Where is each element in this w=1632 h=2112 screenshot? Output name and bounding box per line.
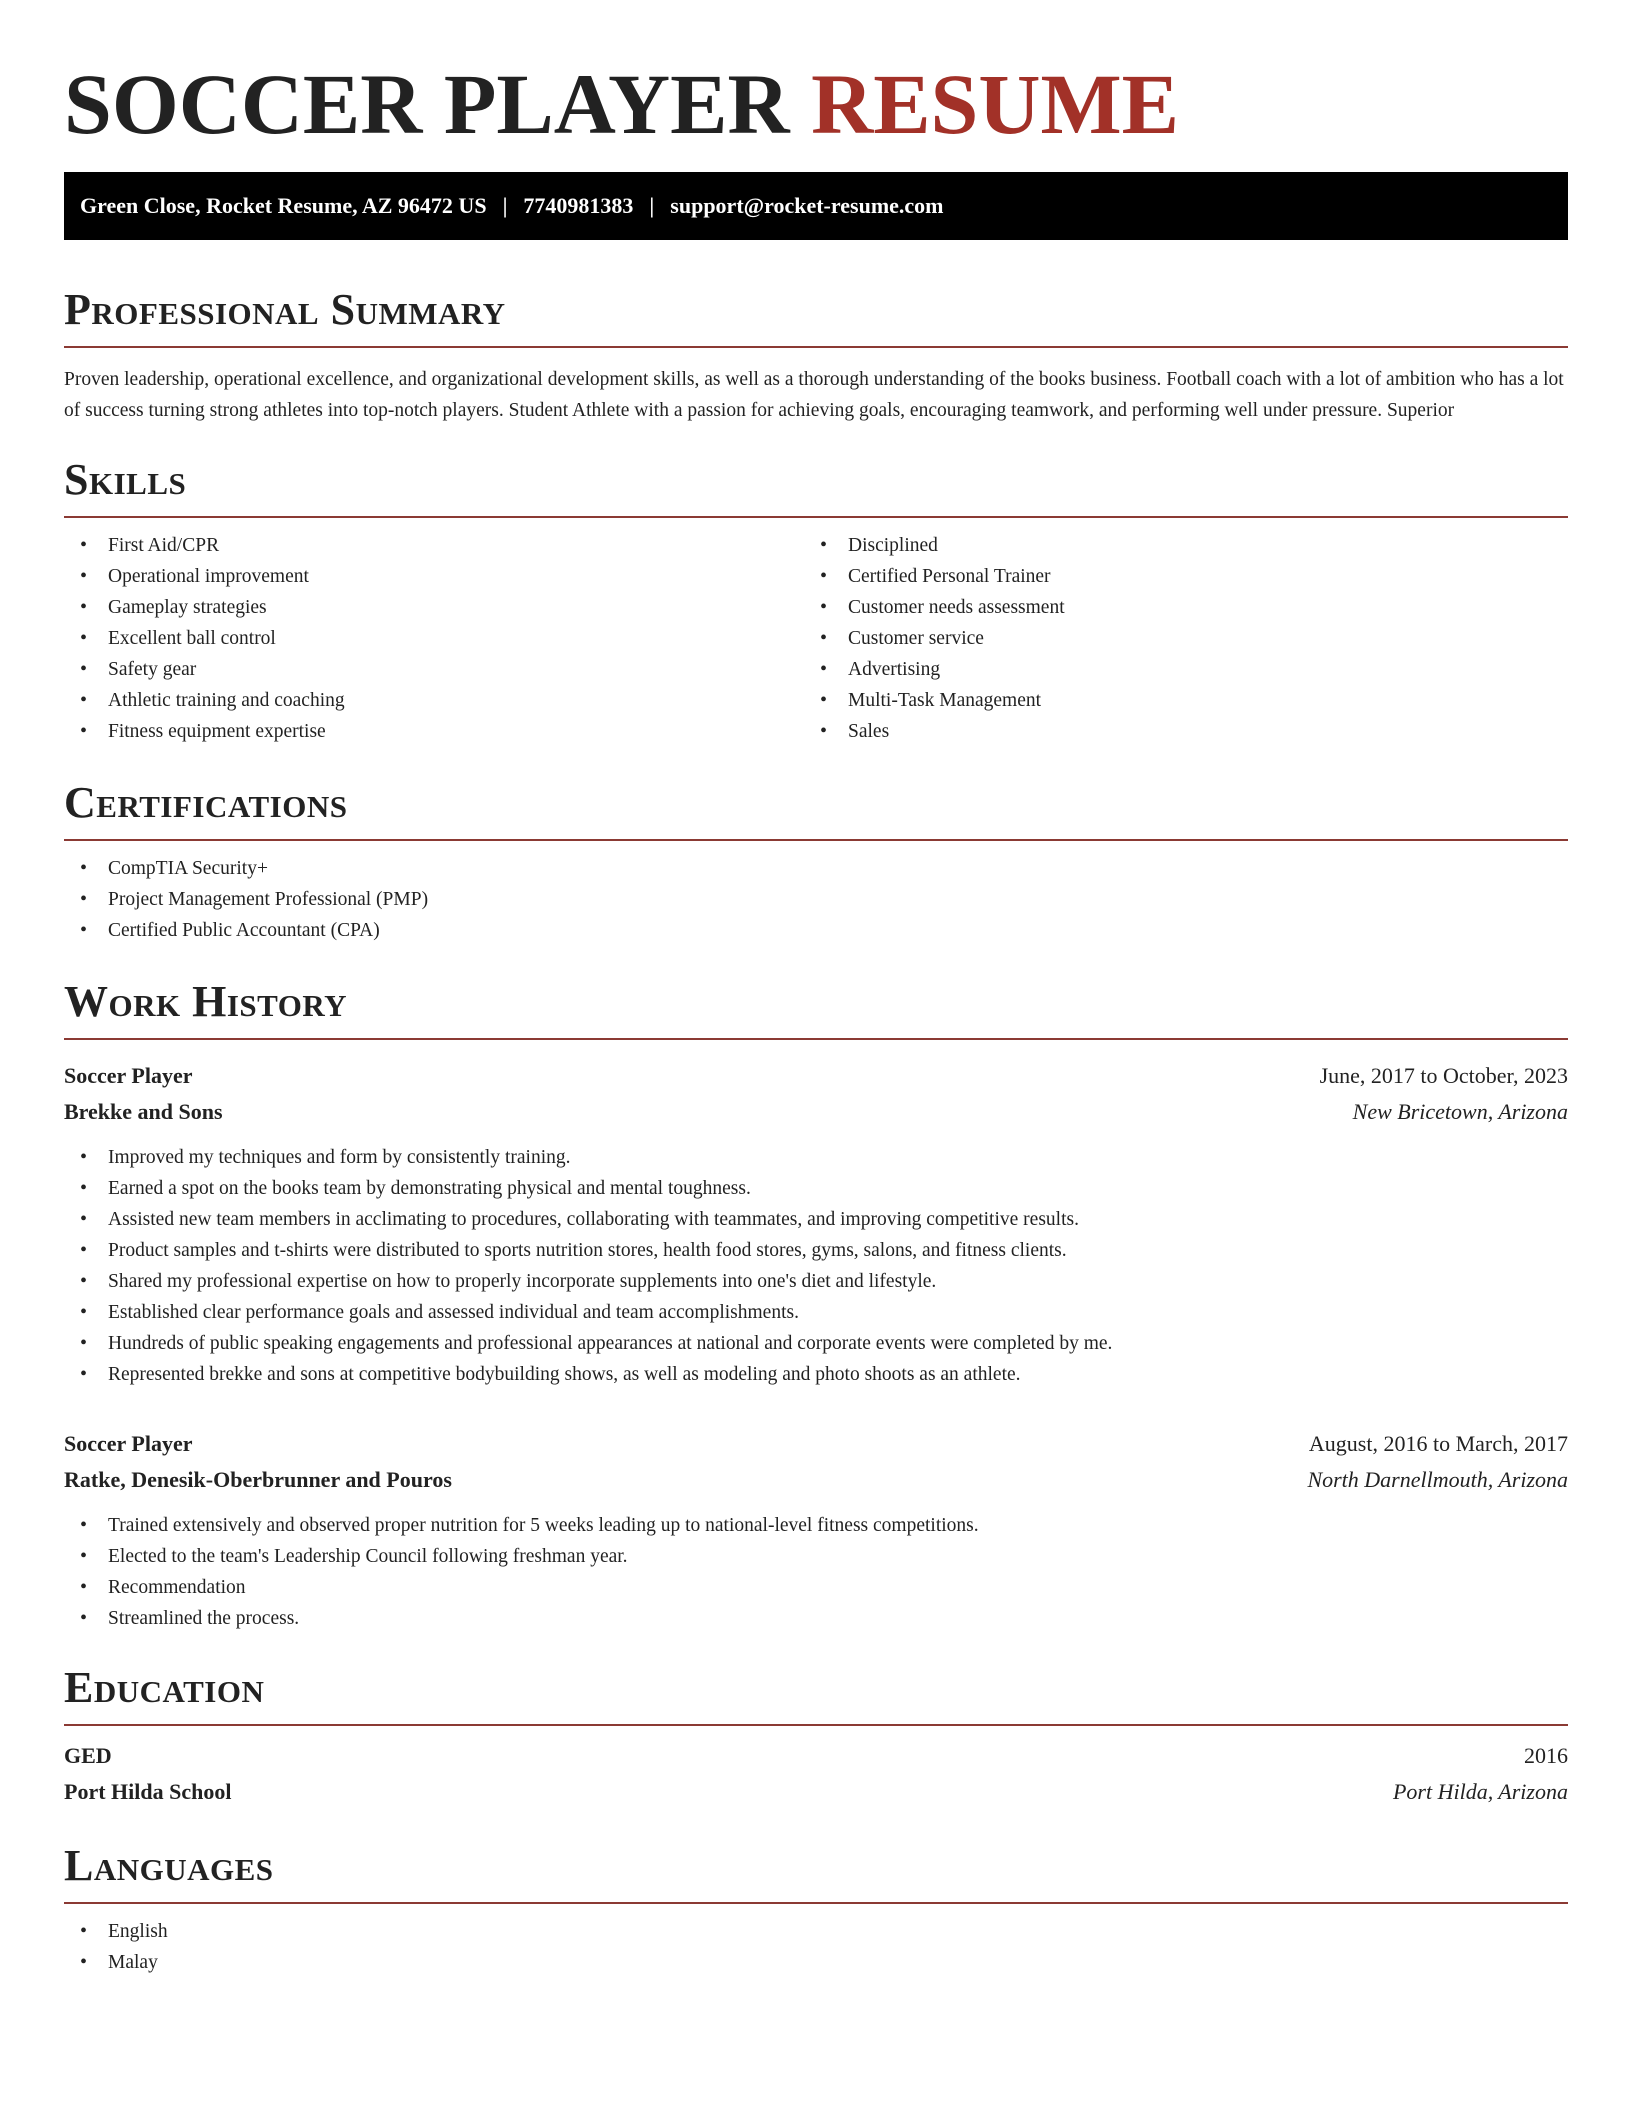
language-item: • Malay [64, 1947, 1568, 1978]
work-history-section [64, 976, 1568, 1634]
title-resume-word: RESUME [811, 56, 1180, 152]
job-company-row [64, 1462, 1568, 1498]
section-divider [64, 1724, 1568, 1726]
section-heading: Work History [64, 977, 348, 1026]
job-location: North Darnellmouth, Arizona [1307, 1467, 1568, 1492]
contact-address: Green Close, Rocket Resume, AZ 96472 US [80, 193, 487, 218]
education-section [64, 1662, 1568, 1810]
section-heading: Certifications [64, 778, 348, 827]
job-location: New Bricetown, Arizona [1352, 1099, 1568, 1124]
education-entry [64, 1738, 1568, 1810]
skill-item: • Operational improvement [64, 561, 804, 592]
summary-text: Proven leadership, operational excellence, and organizational development skills, as well as a thorough understanding of the books business. Football coach with a lot of ambition who has a lot of success turning strong athletes into top-notch players. Student Athlete with a passion for achieving goals, encouraging teamwork, and performing well under pressure. Superior [64, 369, 1564, 421]
job-dates: August, 2016 to March, 2017 [1308, 1431, 1568, 1456]
skills-grid [64, 530, 1568, 747]
skill-item: • Athletic training and coaching [64, 685, 804, 716]
job-header-row [64, 1426, 1568, 1462]
skill-item: • Advertising [804, 654, 1544, 685]
job-bullet: • Established clear performance goals and assessed individual and team accomplishments. [64, 1297, 1568, 1328]
job-bullet: • Improved my techniques and form by consistently training. [64, 1142, 1568, 1173]
title-name: SOCCER PLAYER [64, 56, 790, 152]
job-bullet: • Shared my professional expertise on how to properly incorporate supplements into one's diet and lifestyle. [64, 1266, 1568, 1297]
job-title: Soccer Player [64, 1063, 193, 1088]
summary-section [64, 284, 1568, 426]
skill-item: • Customer needs assessment [804, 592, 1544, 623]
certifications-section [64, 777, 1568, 946]
certifications-list [64, 853, 1568, 946]
section-heading: Skills [64, 455, 187, 504]
job-entry [64, 1426, 1568, 1634]
job-bullets [64, 1510, 1568, 1634]
languages-list [64, 1916, 1568, 1978]
education-location: Port Hilda, Arizona [1392, 1779, 1568, 1804]
job-header-row [64, 1058, 1568, 1094]
skill-item: • Disciplined [804, 530, 1544, 561]
job-bullet: • Streamlined the process. [64, 1603, 1568, 1634]
skills-list-right [804, 530, 1544, 747]
contact-phone[interactable]: 7740981383 [523, 193, 634, 218]
certification-item: • Project Management Professional (PMP) [64, 884, 1568, 915]
education-school-row [64, 1774, 1568, 1810]
skill-item: • Gameplay strategies [64, 592, 804, 623]
job-bullet: • Earned a spot on the books team by demonstrating physical and mental toughness. [64, 1173, 1568, 1204]
section-divider [64, 1902, 1568, 1904]
education-degree: GED [64, 1743, 112, 1768]
job-bullet: • Product samples and t-shirts were distributed to sports nutrition stores, health food stores, gyms, salons, and fitness clients. [64, 1235, 1568, 1266]
section-heading: Education [64, 1663, 265, 1712]
education-header-row [64, 1738, 1568, 1774]
education-school: Port Hilda School [64, 1779, 232, 1804]
job-bullet: • Trained extensively and observed proper nutrition for 5 weeks leading up to national-level fitness competitions. [64, 1510, 1568, 1541]
skill-item: • Fitness equipment expertise [64, 716, 804, 747]
section-divider [64, 1038, 1568, 1040]
certification-item: • CompTIA Security+ [64, 853, 1568, 884]
contact-separator: | [649, 193, 655, 218]
job-company-row [64, 1094, 1568, 1130]
education-year: 2016 [1524, 1743, 1568, 1768]
skill-item: • Customer service [804, 623, 1544, 654]
contact-email[interactable]: support@rocket-resume.com [670, 193, 944, 218]
certification-item: • Certified Public Accountant (CPA) [64, 915, 1568, 946]
job-bullet: • Hundreds of public speaking engagements and professional appearances at national and corporate events were completed by me. [64, 1328, 1568, 1359]
section-divider [64, 346, 1568, 348]
job-bullet: • Recommendation [64, 1572, 1568, 1603]
job-company: Ratke, Denesik-Oberbrunner and Pouros [64, 1467, 452, 1492]
skill-item: • Excellent ball control [64, 623, 804, 654]
section-divider [64, 839, 1568, 841]
resume-title [64, 56, 1568, 152]
skill-item: • Sales [804, 716, 1544, 747]
language-item: • English [64, 1916, 1568, 1947]
skills-list-left [64, 530, 804, 747]
job-company: Brekke and Sons [64, 1099, 223, 1124]
skill-item: • Certified Personal Trainer [804, 561, 1544, 592]
contact-bar [64, 172, 1568, 240]
job-bullet: • Assisted new team members in acclimating to procedures, collaborating with teammates, and improving competitive results. [64, 1204, 1568, 1235]
section-heading: Languages [64, 1841, 274, 1890]
job-title: Soccer Player [64, 1431, 193, 1456]
section-heading: Professional Summary [64, 285, 506, 334]
skills-section [64, 454, 1568, 747]
job-entry [64, 1058, 1568, 1390]
job-bullet: • Represented brekke and sons at competitive bodybuilding shows, as well as modeling and photo shoots as an athlete. [64, 1359, 1568, 1390]
job-dates: June, 2017 to October, 2023 [1319, 1063, 1568, 1088]
section-divider [64, 516, 1568, 518]
languages-section [64, 1840, 1568, 1978]
skill-item: • Safety gear [64, 654, 804, 685]
contact-separator: | [502, 193, 508, 218]
skill-item: • First Aid/CPR [64, 530, 804, 561]
skill-item: • Multi-Task Management [804, 685, 1544, 716]
job-bullets [64, 1142, 1568, 1390]
job-bullet: • Elected to the team's Leadership Council following freshman year. [64, 1541, 1568, 1572]
